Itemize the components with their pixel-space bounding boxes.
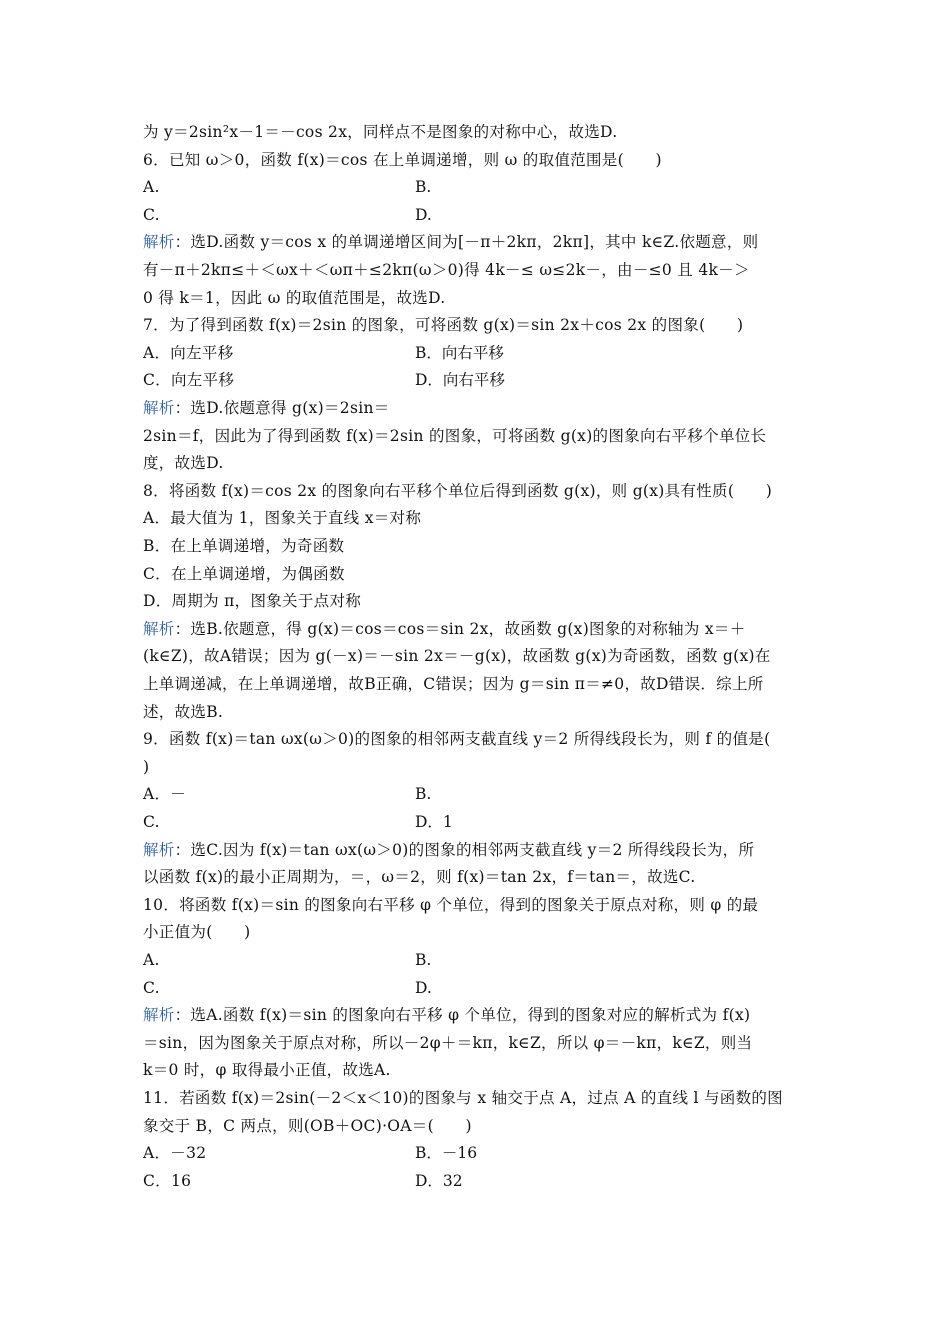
analysis-text: ：选D.依题意得 g(x)＝2sin＝: [174, 399, 390, 417]
text-line: 0 得 k＝1，因此 ω 的取值范围是，故选D.: [143, 289, 446, 307]
text-line: B．在上单调递增，为奇函数: [143, 537, 345, 555]
text-line: ): [143, 758, 150, 776]
text-line: 7．为了得到函数 f(x)＝2sin 的图象，可将函数 g(x)＝sin 2x＋cos 2x 的图象( ): [143, 316, 744, 334]
text-line: 8．将函数 f(x)＝cos 2x 的图象向右平移个单位后得到函数 g(x)，则 g(x)具有性质( ): [143, 482, 773, 500]
analysis-text: ：选A.函数 f(x)＝sin 的图象向右平移 φ 个单位，得到的图象对应的解析式为 f(x): [174, 1006, 751, 1024]
option-left: C.: [143, 206, 160, 224]
text-line: ＝sin，因为图象关于原点对称，所以－2φ＋＝kπ，k∈Z，所以 φ＝－kπ，k∈Z，则当: [143, 1034, 753, 1052]
analysis-text: ：选D.函数 y＝cos x 的单调递增区间为[－π＋2kπ，2kπ]，其中 k∈Z.依题意，则: [174, 233, 759, 251]
option-right: B．向右平移: [415, 344, 504, 362]
option-right: D．32: [415, 1172, 463, 1190]
option-left: A.: [143, 178, 160, 196]
text-line: A．最大值为 1，图象关于直线 x＝对称: [143, 509, 422, 527]
option-left: C．向左平移: [143, 371, 235, 389]
text-line: D．周期为 π，图象关于点对称: [143, 592, 362, 610]
text-line: (k∈Z)，故A错误；因为 g(－x)＝－sin 2x＝－g(x)，故函数 g(x)为奇函数，函数 g(x)在: [143, 647, 771, 665]
analysis-label: 解析: [143, 233, 175, 251]
text-line: C．在上单调递增，为偶函数: [143, 565, 345, 583]
analysis-line: [143, 398, 390, 418]
option-left: C．16: [143, 1172, 192, 1190]
option-right: D．1: [415, 813, 453, 831]
text-line: 象交于 B，C 两点，则(OB＋OC)·OA＝( ): [143, 1117, 472, 1135]
option-right: B.: [415, 785, 432, 803]
text-line: 6．已知 ω＞0，函数 f(x)＝cos 在上单调递增，则 ω 的取值范围是( ): [143, 151, 662, 169]
option-left: A.: [143, 951, 160, 969]
analysis-text: ：选C.因为 f(x)＝tan ωx(ω＞0)的图象的相邻两支截直线 y＝2 所得线段长为，所: [174, 841, 755, 859]
option-left: C.: [143, 813, 160, 831]
analysis-line: [143, 619, 746, 639]
option-right: D.: [415, 206, 432, 224]
option-right: B．－16: [415, 1144, 478, 1162]
text-line: k＝0 时，φ 取得最小正值，故选A.: [143, 1061, 391, 1079]
option-right: B.: [415, 951, 432, 969]
analysis-label: 解析: [143, 620, 175, 638]
text-line: 述，故选B.: [143, 703, 224, 721]
option-right: B.: [415, 178, 432, 196]
option-left: A．－32: [143, 1144, 207, 1162]
text-line: 11．若函数 f(x)＝2sin(－2＜x＜10)的图象与 x 轴交于点 A，过点 A 的直线 l 与函数的图: [143, 1089, 783, 1107]
text-line: 10．将函数 f(x)＝sin 的图象向右平移 φ 个单位，得到的图象关于原点对称，则 φ 的最: [143, 896, 759, 914]
analysis-label: 解析: [143, 841, 175, 859]
analysis-label: 解析: [143, 1006, 175, 1024]
option-right: D．向右平移: [415, 371, 505, 389]
text-line: 度，故选D.: [143, 454, 224, 472]
analysis-label: 解析: [143, 399, 175, 417]
analysis-line: [143, 232, 758, 252]
text-line: 9．函数 f(x)＝tan ωx(ω＞0)的图象的相邻两支截直线 y＝2 所得线段长为，则 f 的值是(: [143, 730, 771, 748]
text-line: 有－π＋2kπ≤＋＜ωx＋＜ωπ＋≤2kπ(ω＞0)得 4k－≤ ω≤2k－，由－≤0 且 4k－＞: [143, 261, 750, 279]
analysis-line: [143, 1005, 750, 1025]
analysis-line: [143, 840, 754, 860]
text-line: 以函数 f(x)的最小正周期为，＝，ω＝2，则 f(x)＝tan 2x，f＝tan＝，故选C.: [143, 868, 696, 886]
option-left: A．向左平移: [143, 344, 234, 362]
text-line: 上单调递减，在上单调递增，故B正确，C错误；因为 g＝sin π＝≠0，故D错误．综上所: [143, 675, 764, 693]
text-line: 为 y＝2sin²x－1＝－cos 2x，同样点不是图象的对称中心，故选D.: [143, 123, 618, 141]
option-left: C.: [143, 979, 160, 997]
text-line: 小正值为( ): [143, 923, 251, 941]
option-left: A．－: [143, 785, 187, 803]
text-line: 2sin＝f，因此为了得到函数 f(x)＝2sin 的图象，可将函数 g(x)的图象向右平移个单位长: [143, 427, 767, 445]
option-right: D.: [415, 979, 432, 997]
analysis-text: ：选B.依题意，得 g(x)＝cos＝cos＝sin 2x，故函数 g(x)图象的对称轴为 x＝＋: [174, 620, 746, 638]
